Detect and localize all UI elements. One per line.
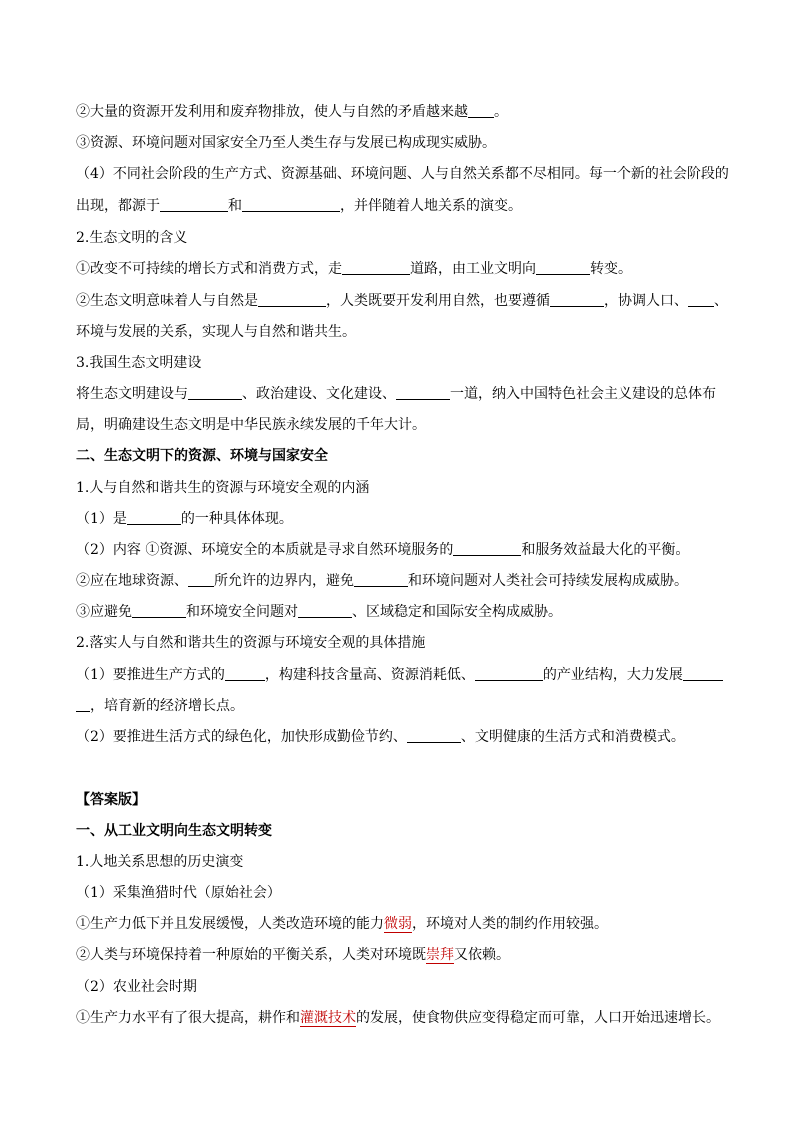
heading-eco-civilization-meaning: 2.生态文明的含义 xyxy=(76,230,188,246)
fill-blank[interactable] xyxy=(536,260,590,275)
line-eco-meaning: ②生态文明意味着人与自然是 ，人类既要开发利用自然，也要遵循 ，协调人口、 、 xyxy=(76,293,728,309)
fill-blank[interactable] xyxy=(132,603,186,618)
fill-blank[interactable] xyxy=(188,572,214,587)
fill-blank[interactable] xyxy=(127,510,181,525)
heading-china-eco-construction: 3.我国生态文明建设 xyxy=(76,355,202,371)
fill-blank[interactable] xyxy=(468,103,494,118)
line-hunting-era: （1）采集渔猎时代（原始社会） xyxy=(76,885,281,901)
fill-blank[interactable] xyxy=(225,666,265,681)
line-earth-boundary: ②应在地球资源、 所允许的边界内，避免 和环境问题对人类社会可持续发展构成威胁。 xyxy=(76,573,688,589)
line-millennium-plan: 局，明确建设生态文明是中华民族永续发展的千年大计。 xyxy=(76,417,426,433)
line-contradiction: ②大量的资源开发利用和废弃物排放，使人与自然的矛盾越来越 。 xyxy=(76,104,508,120)
line-security-essence: （2）内容 ①资源、环境安全的本质就是寻求自然环境服务的 和服务效益最大化的平衡。 xyxy=(76,542,690,558)
fill-blank[interactable] xyxy=(354,572,408,587)
fill-blank[interactable] xyxy=(407,728,461,743)
line-agricultural-era: （2）农业社会时期 xyxy=(76,979,197,995)
fill-blank[interactable] xyxy=(453,541,521,556)
section-heading-industrial-to-eco: 一、从工业文明向生态文明转变 xyxy=(76,823,272,839)
fill-blank[interactable] xyxy=(160,197,228,212)
line-harmony: 环境与发展的关系，实现人与自然和谐共生。 xyxy=(76,324,356,340)
line-production-mode: （1）要推进生产方式的 ，构建科技含量高、资源消耗低、 的产业结构，大力发展 xyxy=(76,665,734,685)
fill-blank[interactable] xyxy=(688,292,714,307)
line-primitive-balance: ②人类与环境保持着一种原始的平衡关系，人类对环境既崇拜又依赖。 xyxy=(76,947,510,963)
line-social-stages: （4）不同社会阶段的生产方式、资源基础、环境问题、人与自然关系都不尽相同。每一个新的社会阶段的 xyxy=(76,166,729,182)
line-construction-layout: 将生态文明建设与 、政治建设、文化建设、 一道，纳入中国特色社会主义建设的总体布 xyxy=(76,386,716,402)
line-concept-embodiment: （1）是 的一种具体体现。 xyxy=(76,511,293,527)
line-low-productivity: ①生产力低下并且发展缓慢，人类改造环境的能力微弱，环境对人类的制约作用较强。 xyxy=(76,916,608,932)
fill-blank[interactable] xyxy=(76,697,90,712)
fill-blank[interactable] xyxy=(475,666,543,681)
fill-blank[interactable] xyxy=(258,292,326,307)
heading-specific-measures: 2.落实人与自然和谐共生的资源与环境安全观的具体措施 xyxy=(76,635,426,651)
section-heading-resource-security: 二、生态文明下的资源、环境与国家安全 xyxy=(76,448,328,464)
answer-text: 灌溉技术 xyxy=(300,1010,356,1026)
fill-blank[interactable] xyxy=(298,603,352,618)
fill-blank[interactable] xyxy=(188,385,242,400)
answer-text: 崇拜 xyxy=(426,947,454,963)
heading-security-concept: 1.人与自然和谐共生的资源与环境安全观的内涵 xyxy=(76,480,370,496)
line-lifestyle: （2）要推进生活方式的绿色化，加快形成勤俭节约、 、文明健康的生活方式和消费模式。 xyxy=(76,729,685,745)
fill-blank[interactable] xyxy=(683,666,723,681)
line-irrigation: ①生产力水平有了很大提高，耕作和灌溉技术的发展，使食物供应变得稳定而可靠，人口开始迅速增长。 xyxy=(76,1010,720,1026)
line-growth-point: ，培育新的经济增长点。 xyxy=(76,696,734,716)
fill-blank[interactable] xyxy=(396,385,450,400)
fill-blank[interactable] xyxy=(242,197,340,212)
line-stage-origin: 出现，都源于 和 ，并伴随着人地关系的演变。 xyxy=(76,198,522,214)
line-security-threat: ③资源、环境问题对国家安全乃至人类生存与发展已构成现实威胁。 xyxy=(76,135,496,151)
answer-text: 微弱 xyxy=(384,916,412,932)
fill-blank[interactable] xyxy=(342,260,410,275)
fill-blank[interactable] xyxy=(550,292,604,307)
line-avoid-threats: ③应避免 和环境安全问题对 、区域稳定和国际安全构成威胁。 xyxy=(76,604,562,620)
answer-version-title: 【答案版】 xyxy=(76,792,146,808)
line-change-growth: ①改变不可持续的增长方式和消费方式，走 道路，由工业文明向 转变。 xyxy=(76,261,632,277)
heading-man-land-evolution: 1.人地关系思想的历史演变 xyxy=(76,854,244,870)
